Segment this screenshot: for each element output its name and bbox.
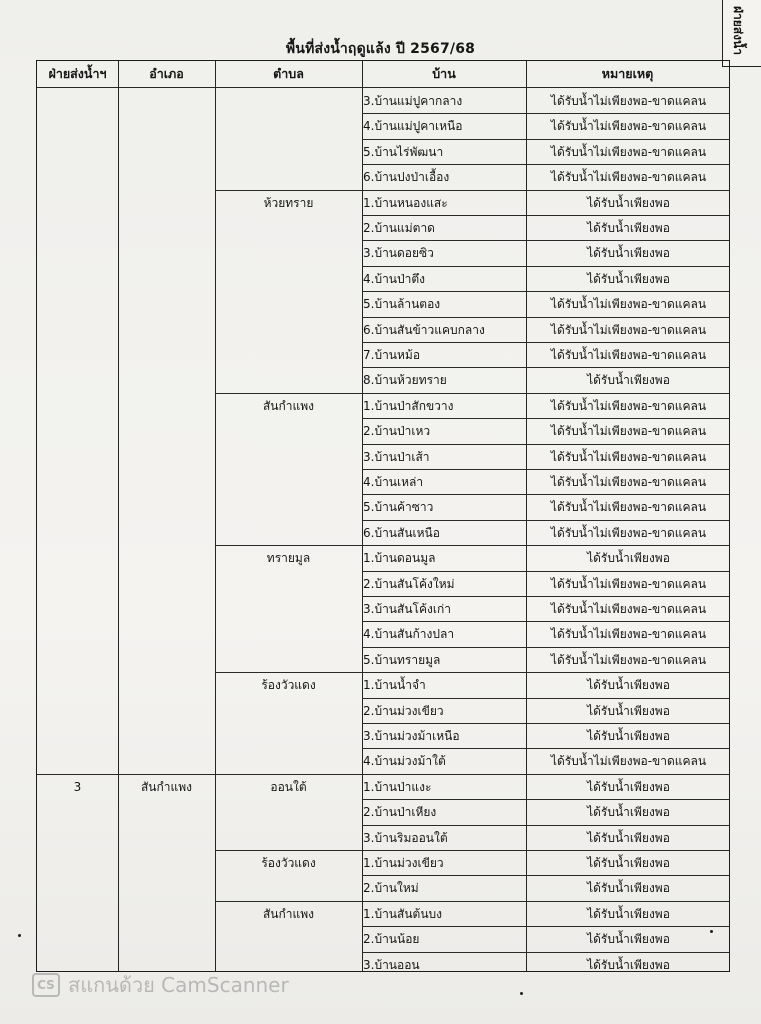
row-divider <box>362 266 729 267</box>
row-divider <box>362 596 729 597</box>
village-name: 2.บ้านแม่ตาด <box>363 221 435 235</box>
remark-text: ได้รับน้ำไม่เพียงพอ-ขาดแคลน <box>550 525 707 540</box>
remark-text: ได้รับน้ำเพียงพอ <box>587 729 670 743</box>
scan-speck <box>18 934 21 937</box>
tambon-divider <box>215 672 729 673</box>
remark-text: ได้รับน้ำไม่เพียงพอ-ขาดแคลน <box>550 754 707 769</box>
remark-text: ได้รับน้ำไม่เพียงพอ-ขาดแคลน <box>550 652 707 667</box>
remark-text: ได้รับน้ำไม่เพียงพอ-ขาดแคลน <box>550 576 707 591</box>
remark-text: ได้รับน้ำไม่เพียงพอ-ขาดแคลน <box>550 297 707 312</box>
village-name: 1.บ้านหนองแสะ <box>363 195 448 210</box>
village-name: 3.บ้านแม่ปูคากลาง <box>363 94 463 108</box>
remark-text: ได้รับน้ำเพียงพอ <box>587 551 670 566</box>
remark-text: ได้รับน้ำไม่เพียงพอ-ขาดแคลน <box>550 322 707 337</box>
row-divider <box>362 113 729 114</box>
tambon-divider <box>215 545 729 546</box>
remark-text: ได้รับน้ำไม่เพียงพอ-ขาดแคลน <box>550 475 707 489</box>
village-name: 1.บ้านสันต้นบง <box>363 906 443 921</box>
row-divider <box>362 291 729 292</box>
remark-text: ได้รับน้ำไม่เพียงพอ-ขาดแคลน <box>550 424 707 439</box>
scan-speck <box>520 992 523 995</box>
row-divider <box>362 875 729 876</box>
tambon-name: ทรายมูล <box>266 551 311 566</box>
row-divider <box>362 571 729 572</box>
remark-text: ได้รับน้ำไม่เพียงพอ-ขาดแคลน <box>550 119 707 134</box>
remark-text: ได้รับน้ำไม่เพียงพอ-ขาดแคลน <box>550 170 707 185</box>
header-amphoe: อำเภอ <box>149 66 184 81</box>
remark-text: ได้รับน้ำไม่เพียงพอ-ขาดแคลน <box>550 500 707 515</box>
tambon-divider <box>215 393 729 394</box>
village-name: 3.บ้านม่วงม้าเหนือ <box>363 729 460 743</box>
row-divider <box>362 317 729 318</box>
remark-text: ได้รับน้ำไม่เพียงพอ-ขาดแคลน <box>550 602 707 616</box>
row-divider <box>362 444 729 445</box>
village-name: 4.บ้านสันก้างปลา <box>363 627 455 642</box>
village-name: 5.บ้านไร่พัฒนา <box>363 144 444 159</box>
row-divider <box>362 367 729 368</box>
remark-text: ได้รับน้ำเพียงพอ <box>587 779 670 794</box>
remark-text: ได้รับน้ำไม่เพียงพอ-ขาดแคลน <box>550 449 707 464</box>
village-name: 2.บ้านม่วงเขียว <box>363 703 444 718</box>
remark-text: ได้รับน้ำเพียงพอ <box>587 932 670 947</box>
village-name: 3.บ้านริมออนใต้ <box>363 830 448 845</box>
tambon-name: สันกำแพง <box>262 398 315 413</box>
tambon-divider <box>215 850 729 851</box>
village-name: 2.บ้านป่าเหียง <box>363 805 437 820</box>
amphoe-name: สันกำแพง <box>140 779 193 794</box>
row-divider <box>362 164 729 165</box>
village-name: 8.บ้านห้วยทราย <box>363 373 447 388</box>
row-divider <box>362 215 729 216</box>
row-divider <box>362 723 729 724</box>
remark-text: ได้รับน้ำไม่เพียงพอ-ขาดแคลน <box>550 348 707 362</box>
village-name: 4.บ้านป่าตึง <box>363 271 426 286</box>
village-name: 5.บ้านล้านตอง <box>363 297 441 312</box>
header-remark: หมายเหตุ <box>601 66 654 81</box>
tambon-divider <box>215 901 729 902</box>
village-name: 6.บ้านสันข้าวแคบกลาง <box>363 322 485 337</box>
row-divider <box>362 240 729 241</box>
header-divider <box>37 87 729 88</box>
row-divider <box>362 647 729 648</box>
village-name: 2.บ้านใหม่ <box>363 881 419 896</box>
section-number: 3 <box>73 779 82 794</box>
village-name: 1.บ้านป่าสักขวาง <box>363 398 454 413</box>
remark-text: ได้รับน้ำไม่เพียงพอ-ขาดแคลน <box>550 627 707 642</box>
watermark-text: สแกนด้วย CamScanner <box>68 973 289 997</box>
header-village: บ้าน <box>432 66 456 81</box>
camscanner-watermark <box>32 972 289 998</box>
row-divider <box>362 342 729 343</box>
column-divider <box>118 61 119 971</box>
village-name: 3.บ้านสันโค้งเก่า <box>363 602 451 616</box>
camscanner-logo-icon: CS <box>32 973 60 997</box>
village-name: 3.บ้านออน <box>363 957 420 972</box>
village-name: 2.บ้านสันโค้งใหม่ <box>363 576 455 591</box>
row-divider <box>362 799 729 800</box>
tambon-name: ร้องวัวแดง <box>261 678 316 693</box>
water-delivery-table <box>36 60 730 972</box>
header-tambon: ตำบล <box>273 66 304 81</box>
tambon-name: ห้วยทราย <box>263 195 314 210</box>
village-name: 3.บ้านป่าเส้า <box>363 449 430 464</box>
village-name: 5.บ้านทรายมูล <box>363 652 441 667</box>
remark-text: ได้รับน้ำไม่เพียงพอ-ขาดแคลน <box>550 94 707 108</box>
remark-text: ได้รับน้ำเพียงพอ <box>587 856 670 870</box>
remark-text: ได้รับน้ำเพียงพอ <box>587 881 670 896</box>
row-divider <box>362 139 729 140</box>
remark-text: ได้รับน้ำเพียงพอ <box>587 195 670 210</box>
row-divider <box>362 698 729 699</box>
header-section: ฝ่ายส่งน้ำฯ <box>48 66 107 81</box>
row-divider <box>362 621 729 622</box>
village-name: 6.บ้านปงป่าเอื้อง <box>363 170 450 185</box>
village-name: 1.บ้านน้ำจำ <box>363 678 426 693</box>
remark-text: ได้รับน้ำเพียงพอ <box>587 678 670 693</box>
remark-text: ได้รับน้ำเพียงพอ <box>587 957 670 972</box>
remark-text: ได้รับน้ำเพียงพอ <box>587 703 670 718</box>
village-name: 6.บ้านสันเหนือ <box>363 525 440 540</box>
remark-text: ได้รับน้ำเพียงพอ <box>587 271 670 286</box>
document-title: พื้นที่ส่งน้ำฤดูแล้ง ปี 2567/68 <box>285 41 476 57</box>
remark-text: ได้รับน้ำเพียงพอ <box>587 221 670 235</box>
tambon-divider <box>215 190 729 191</box>
remark-text: ได้รับน้ำเพียงพอ <box>587 805 670 820</box>
row-divider <box>362 952 729 953</box>
tambon-name: ร้องวัวแดง <box>261 856 316 870</box>
village-name: 7.บ้านหม้อ <box>363 348 421 362</box>
row-divider <box>362 520 729 521</box>
remark-text: ได้รับน้ำไม่เพียงพอ-ขาดแคลน <box>550 398 707 413</box>
village-name: 4.บ้านม่วงม้าใต้ <box>363 754 446 769</box>
village-name: 1.บ้านป่าแงะ <box>363 779 432 794</box>
remark-text: ได้รับน้ำเพียงพอ <box>587 373 670 388</box>
section-divider <box>37 774 729 775</box>
tambon-name: ออนใต้ <box>270 779 307 794</box>
village-name: 2.บ้านน้อย <box>363 932 420 947</box>
remark-text: ได้รับน้ำไม่เพียงพอ-ขาดแคลน <box>550 144 707 159</box>
remark-text: ได้รับน้ำเพียงพอ <box>587 246 670 261</box>
village-name: 1.บ้านดอนมูล <box>363 551 436 566</box>
row-divider <box>362 825 729 826</box>
row-divider <box>362 418 729 419</box>
side-tab-text: ฝ่ายส่งน้ำ <box>731 6 745 55</box>
row-divider <box>362 748 729 749</box>
village-name: 2.บ้านป่าเหว <box>363 424 431 439</box>
village-name: 3.บ้านดอยซิว <box>363 246 434 261</box>
row-divider <box>362 494 729 495</box>
village-name: 5.บ้านค้าซาว <box>363 500 434 515</box>
row-divider <box>362 469 729 470</box>
tambon-name: สันกำแพง <box>262 906 315 921</box>
village-name: 4.บ้านเหล่า <box>363 475 424 489</box>
row-divider <box>362 926 729 927</box>
remark-text: ได้รับน้ำเพียงพอ <box>587 830 670 845</box>
remark-text: ได้รับน้ำเพียงพอ <box>587 906 670 921</box>
village-name: 1.บ้านม่วงเขียว <box>363 856 444 870</box>
scan-speck <box>710 930 713 933</box>
village-name: 4.บ้านแม่ปูคาเหนือ <box>363 119 463 134</box>
